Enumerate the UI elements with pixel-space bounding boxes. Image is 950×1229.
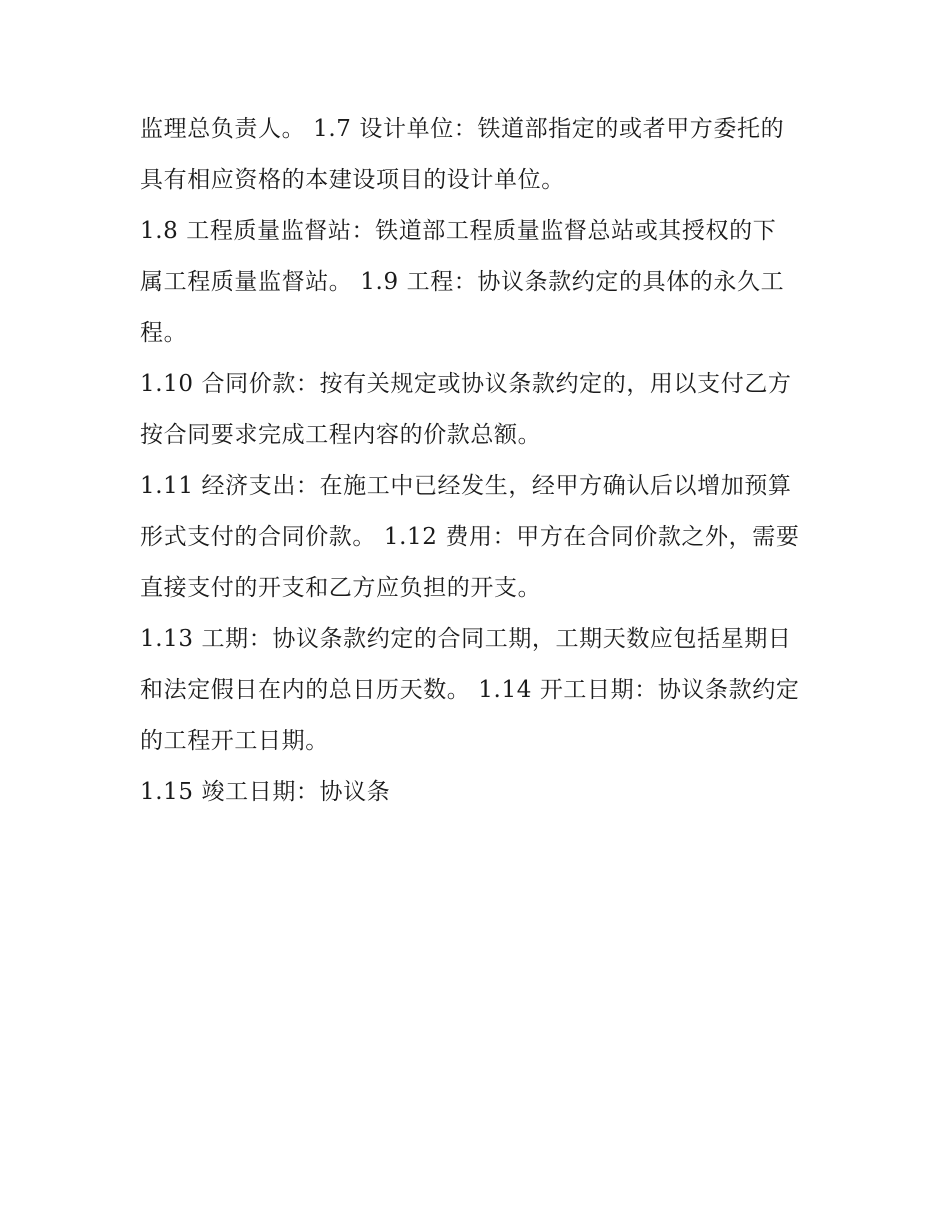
text-line: 监理总负责人。 1.7 设计单位：铁道部指定的或者甲方委托的 bbox=[140, 116, 785, 142]
text-line: 直接支付的开支和乙方应负担的开支。 bbox=[140, 575, 542, 601]
document-page bbox=[140, 104, 812, 818]
text-line: 的工程开工日期。 bbox=[140, 728, 329, 754]
text-line: 和法定假日在内的总日历天数。 1.14 开工日期：协议条款约定 bbox=[140, 677, 800, 703]
text-line: 1.10 合同价款：按有关规定或协议条款约定的，用以支付乙方 bbox=[140, 371, 792, 397]
text-line: 属工程质量监督站。 1.9 工程：协议条款约定的具体的永久工 bbox=[140, 269, 785, 295]
text-line: 1.15 竣工日期：协议条 bbox=[140, 779, 391, 805]
text-line: 1.8 工程质量监督站：铁道部工程质量监督总站或其授权的下 bbox=[140, 218, 777, 244]
text-line: 1.13 工期：协议条款约定的合同工期，工期天数应包括星期日 bbox=[140, 626, 792, 652]
text-line: 形式支付的合同价款。 1.12 费用：甲方在合同价款之外，需要 bbox=[140, 524, 800, 550]
text-line: 1.11 经济支出：在施工中已经发生，经甲方确认后以增加预算 bbox=[140, 473, 792, 499]
text-line: 按合同要求完成工程内容的价款总额。 bbox=[140, 422, 542, 448]
text-line: 程。 bbox=[140, 320, 188, 346]
text-line: 具有相应资格的本建设项目的设计单位。 bbox=[140, 167, 565, 193]
